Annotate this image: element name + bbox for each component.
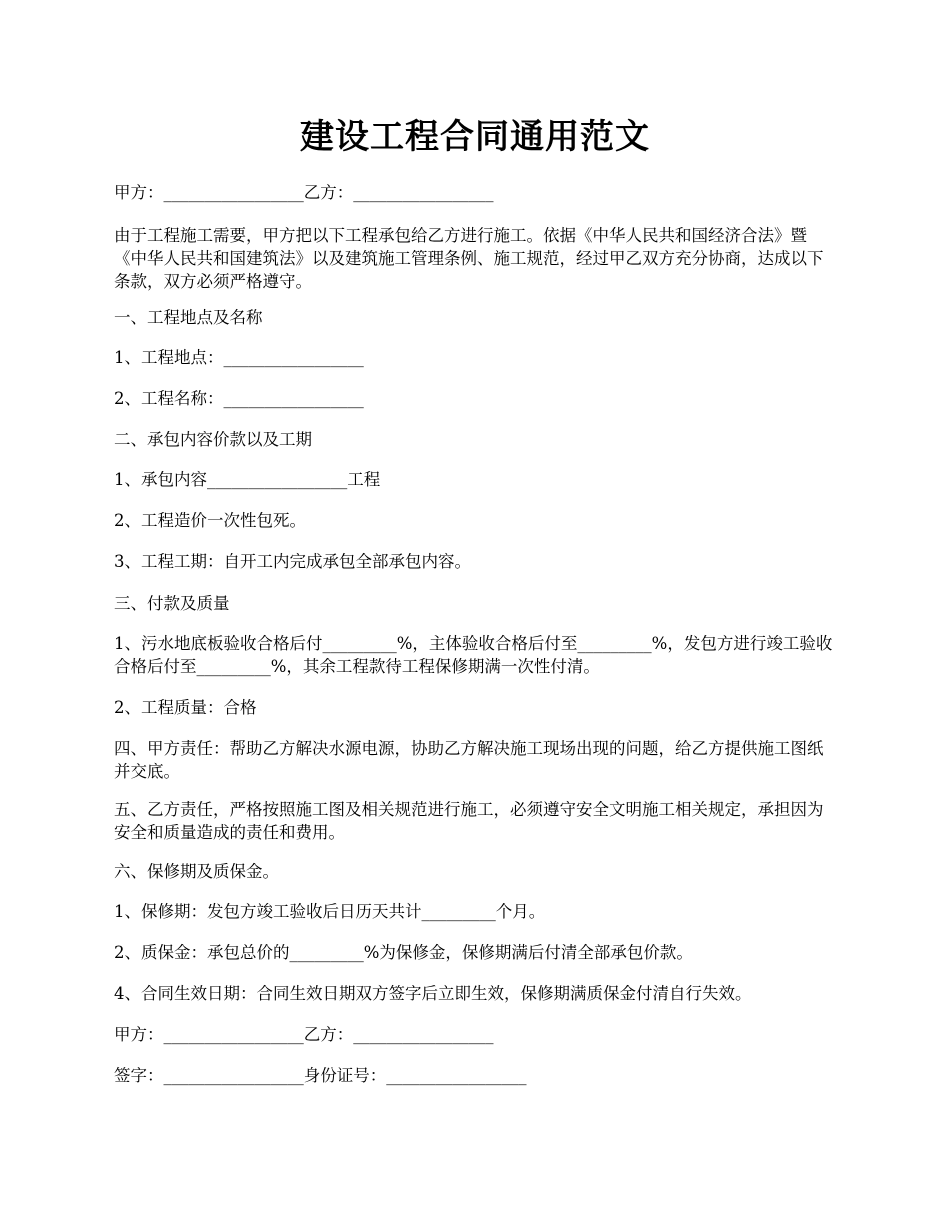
party-line-bottom: 甲方：_________________乙方：_________________ — [114, 1025, 494, 1044]
clause-2-2: 2、工程造价一次性包死。 — [114, 511, 306, 530]
clause-6-1: 1、保修期：发包方竣工验收后日历天共计_________个月。 — [114, 902, 546, 921]
clause-6-2: 2、质保金：承包总价的_________%为保修金，保修期满后付清全部承包价款。 — [114, 943, 693, 962]
signature-line: 签字：_________________身份证号：_________________ — [114, 1066, 527, 1085]
section-6-heading: 六、保修期及质保金。 — [114, 862, 279, 881]
clause-1-1: 1、工程地点：_________________ — [114, 348, 364, 367]
section-4-party-a-duties: 四、甲方责任：帮助乙方解决水源电源，协助乙方解决施工现场出现的问题，给乙方提供施工图纸并交底。 — [114, 739, 824, 781]
document-title: 建设工程合同通用范文 — [300, 117, 650, 157]
preamble-paragraph: 由于工程施工需要，甲方把以下工程承包给乙方进行施工。依据《中华人民共和国经济合法》暨《中华人民共和国建筑法》以及建筑施工管理条例、施工规范，经过甲乙双方充分协商，达成以下条款，双方必须严格遵守。 — [114, 226, 824, 291]
clause-6-4: 4、合同生效日期：合同生效日期双方签字后立即生效，保修期满质保金付清自行失效。 — [114, 984, 752, 1003]
party-line-top: 甲方：_________________乙方：_________________ — [114, 183, 494, 202]
clause-2-1: 1、承包内容_________________工程 — [114, 470, 381, 489]
section-3-heading: 三、付款及质量 — [114, 594, 230, 613]
clause-3-2: 2、工程质量：合格 — [114, 698, 257, 717]
clause-2-3: 3、工程工期：自开工内完成承包全部承包内容。 — [114, 552, 471, 571]
section-5-party-b-duties: 五、乙方责任，严格按照施工图及相关规范进行施工，必须遵守安全文明施工相关规定，承担因为安全和质量造成的责任和费用。 — [114, 800, 824, 842]
section-1-heading: 一、工程地点及名称 — [114, 308, 263, 327]
clause-1-2: 2、工程名称：_________________ — [114, 389, 364, 408]
clause-3-1: 1、污水地底板验收合格后付_________%，主体验收合格后付至_________%，发包方进行竣工验收合格后付至_________%，其余工程款待工程保修期满一次性付清。 — [114, 634, 833, 676]
section-2-heading: 二、承包内容价款以及工期 — [114, 430, 312, 449]
